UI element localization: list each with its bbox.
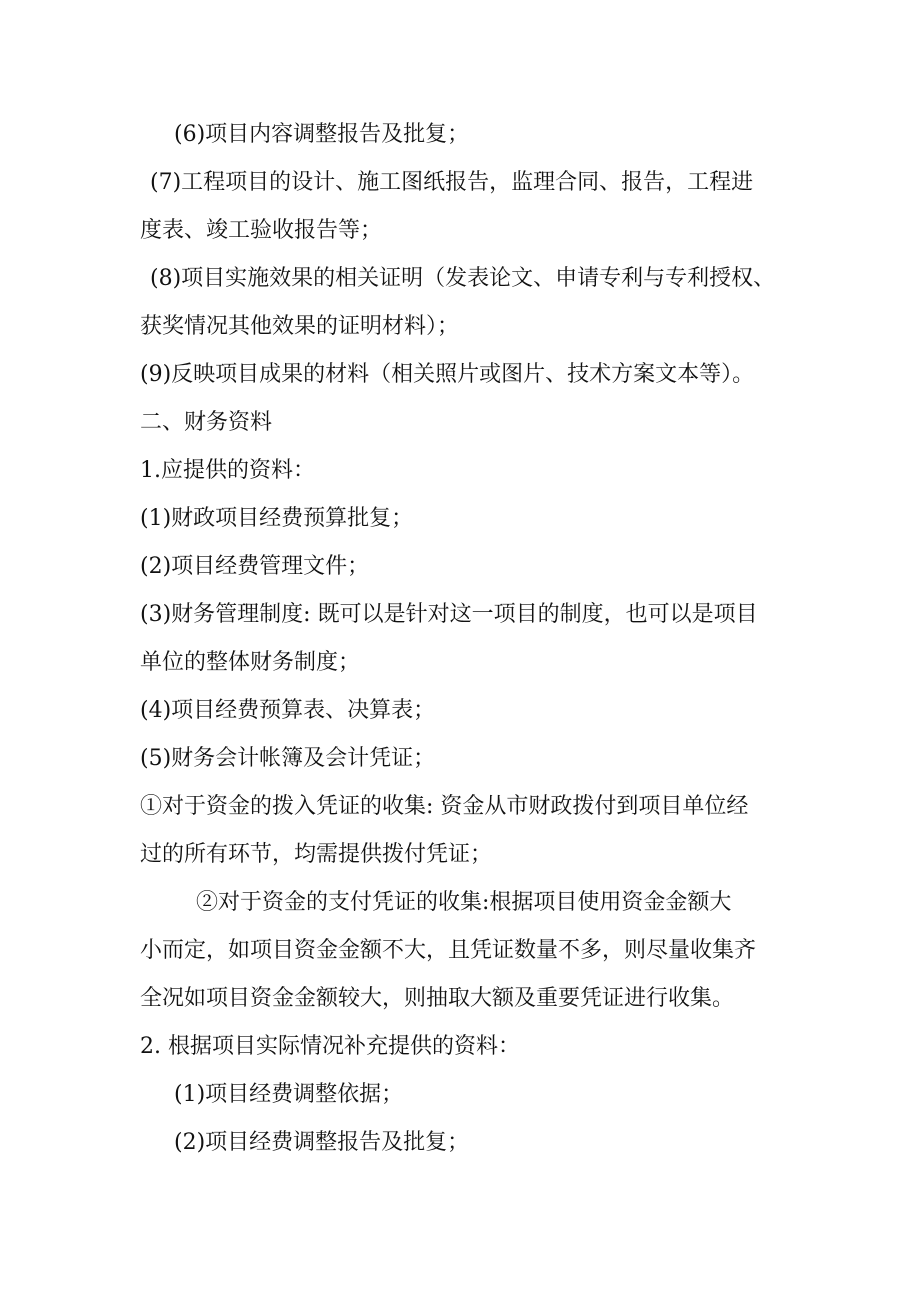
subsection-heading: 2. 根据项目实际情况补充提供的资料： [140,1034,520,1059]
text-line: (7)工程项目的设计、施工图纸报告，监理合同、报告，工程进 [150,170,754,195]
text-line: 单位的整体财务制度； [140,650,361,675]
text-line: (6)项目内容调整报告及批复； [174,122,470,147]
text-line: (8)项目实施效果的相关证明（发表论文、申请专利与专利授权、 [150,266,776,291]
text-line: 获奖情况其他效果的证明材料）； [140,314,460,339]
text-line: 小而定，如项目资金金额不大，且凭证数量不多，则尽量收集齐 [140,938,757,963]
section-heading: 二、财务资料 [140,410,273,435]
text-line: ①对于资金的拨入凭证的收集: 资金从市财政拨付到项目单位经 [140,794,749,819]
text-line: ②对于资金的支付凭证的收集:根据项目使用资金金额大 [196,890,732,915]
text-line: (2)项目经费管理文件； [140,554,370,579]
text-line: (1)项目经费调整依据； [174,1082,404,1107]
text-line: (3)财务管理制度: 既可以是针对这一项目的制度，也可以是项目 [140,602,758,627]
subsection-heading: 1.应提供的资料： [140,458,315,483]
text-line: (5)财务会计帐簿及会计凭证； [140,746,436,771]
text-line: (1)财政项目经费预算批复； [140,506,414,531]
text-line: (2)项目经费调整报告及批复； [174,1130,470,1155]
text-line: 度表、竣工验收报告等； [140,218,383,243]
text-line: (4)项目经费预算表、决算表； [140,698,436,723]
text-line: (9)反映项目成果的材料（相关照片或图片、技术方案文本等）。 [140,362,755,387]
text-line: 全况如项目资金金额较大，则抽取大额及重要凭证进行收集。 [140,986,735,1011]
text-line: 过的所有环节，均需提供拨付凭证； [140,842,493,867]
